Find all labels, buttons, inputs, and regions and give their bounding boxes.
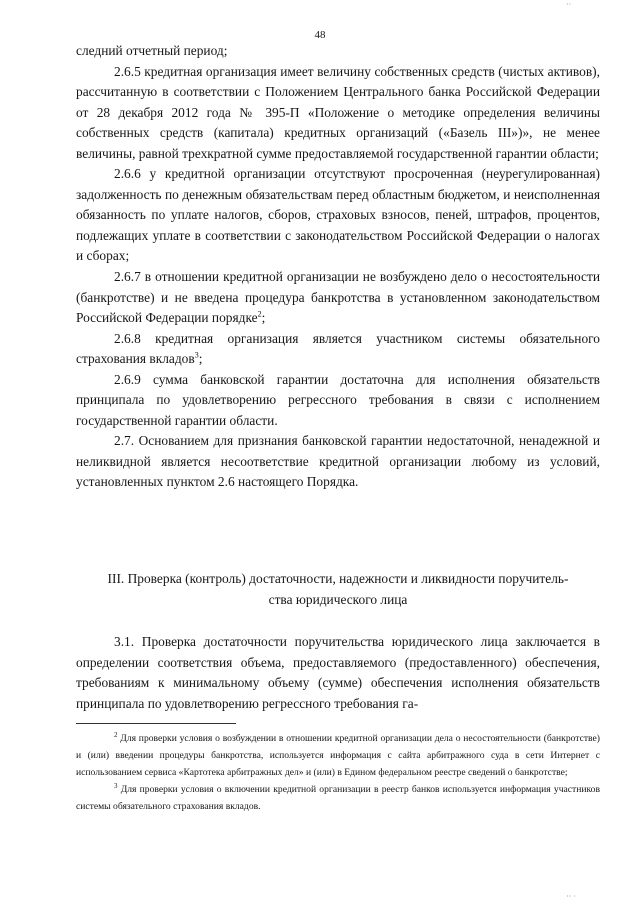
paragraph-2-6-9: 2.6.9 сумма банковской гарантии достаточна для исполнения обязательств принципала по удовлетворению регрессного требования в связи с исполнением государственной гарантии области. [76,371,600,428]
paragraph-3-1: 3.1. Проверка достаточности поручительства юридического лица заключается в определении соответствия объема, предоставляемого (предоставленного) обеспечения, требованиям к минимальному объему (сумме) обеспечения исполнения обязательств принципала по удовлетворению регрессного требования га- [76,634,600,711]
paragraph-2-6-7-text: 2.6.7 в отношении кредитной организации не возбуждено дело о несостоятельности (банкротстве) и не введена процедура банкротства в установленном законодательством Российской Федерации порядке [76,269,600,326]
paragraph-continuation: следний отчетный период; [76,43,228,58]
paragraph-2-6-7 [76,267,600,329]
page-number: 48 [314,29,326,41]
footnote-ref-3[interactable]: 3 [194,350,199,360]
section-heading [76,568,600,610]
footnote-mark-2: 2 [114,730,118,739]
paragraph-2-6-7-tail: ; [261,310,266,326]
section-heading-line-2: ства юридического лица [268,592,408,607]
footnote-ref-2[interactable]: 2 [257,309,262,319]
footnote-divider [76,723,236,724]
paragraph-2-6-8-text: 2.6.8 кредитная организация является участником системы обязательного страхования вкладов [76,330,600,367]
paragraph-2-6-8 [76,329,600,370]
footnotes [76,730,600,815]
footnote-mark-3: 3 [114,781,118,790]
footnote-2-text: Для проверки условия о возбуждении в отношении кредитной организации дела о несостоятельности (банкротстве) и (или) введении процедуры банкротства, используется информация с сайта арбитражного суда в сети Интернет с использованием сервиса «Картотека арбитражных дел» и (или) в Едином федеральном реестре сведений о банкротстве; [76,733,600,778]
footnote-3 [76,781,600,815]
paragraph-2-6-8-tail: ; [198,351,203,367]
scan-mark-top: ·· [566,0,572,9]
paragraph-2-7: 2.7. Основанием для признания банковской гарантии недостаточной, ненадежной и неликвидной является несоответствие кредитной организации любому из условий, установленных пунктом 2.6 настоящего Порядка. [76,433,600,490]
footnote-3-text: Для проверки условия о включении кредитной организации в реестр банков используется информация участников системы обязательного страхования вкладов. [76,784,601,812]
paragraph-2-6-5: 2.6.5 кредитная организация имеет величину собственных средств (чистых активов), рассчитанную в соответствии с Положением Центрального банка Российской Федерации от 28 декабря 2012 года № 395-П «Положение о методике определения величины собственных средств (капитала) кредитных организаций («Базель III»)», не менее величины, равной трехкратной сумме предоставляемой государственной гарантии области; [76,63,600,161]
section-text [76,632,600,714]
footnote-2 [76,730,600,781]
scan-mark-bottom: ·· · [566,892,576,901]
section-heading-line-1: III. Проверка (контроль) достаточности, надежности и ликвидности поручитель- [107,571,569,586]
paragraph-2-6-6: 2.6.6 у кредитной организации отсутствуют просроченная (неурегулированная) задолженность по денежным обязательствам перед областным бюджетом, и неисполненная обязанность по уплате налогов, сборов, страховых взносов, пеней, штрафов, процентов, подлежащих уплате в соответствии с законодательством Российской Федерации о налогах и сборах; [76,166,600,264]
body-text [76,41,600,493]
